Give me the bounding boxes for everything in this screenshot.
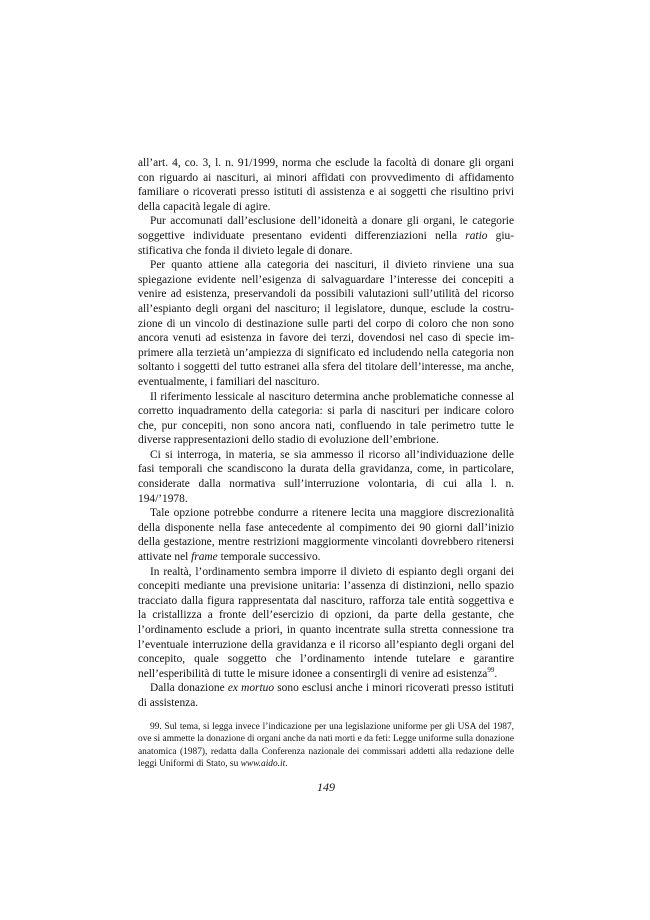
- page-number: 149: [317, 780, 335, 795]
- paragraph-3-text: Per quanto attiene alla categoria dei nascituri, il divieto rinviene una sua spiegazione evidente nell’esigenza di salvaguardare l’interesse dei concepiti a venire ad esistenza, preservandoli da possibili valutazioni sull’utilità del ricorso all’espianto degli organi del nascituro; il legislatore, dunque, esclude la costruzione di un vincolo di destinazione sulle parti del corpo di coloro che non sono ancora venuti ad esistenza in favore dei terzi, dovendosi nel caso di specie imprimere alla terzietà un’ampiezza di significato ed includendo nella categoria non soltanto i soggetti del tutto estranei alla sfera del titolare dell’interesse, ma anche, eventualmente, i familiari del nascituro.: [138, 259, 514, 388]
- footnote-99: [138, 721, 514, 771]
- footnote-tail: .: [285, 759, 288, 770]
- paragraph-7: [138, 565, 514, 682]
- page-content: [138, 156, 514, 795]
- paragraph-7-text-a: In realtà, l’ordinamento sembra imporre il divieto di espianto degli organi dei concepiti mediante una previsione unitaria: l’assenza di distinzioni, nello spazio tracciato dalla figura rappresentata dal nascituro, rafforza tale entità soggettiva e la cristallizza a fronte dell’esercizio di opzioni, da parte della gestante, che l’ordinamento esclude a priori, in quanto incentrate sulla stretta connessione tra l’eventuale interruzione della gravidanza e il ricorso all’espianto degli organi del concepito, quale soggetto che l’ordinamento intende tutelare e garantire nell’esperibilità di tutte le misure idonee a consentirgli di venire ad esistenza: [138, 565, 514, 680]
- paragraph-5-text: Ci si interroga, in materia, se sia ammesso il ricorso all’individuazione delle fasi temporali che scandiscono la durata della gravidanza, come, in particolare, considerate dalla normativa sull’interruzione volontaria, di cui alla l. n. 194/’1978.: [138, 448, 514, 505]
- footnote-link[interactable]: www.aido.it: [240, 759, 286, 770]
- paragraph-2-text-b: giustificativa che fonda il divieto legale di donare.: [138, 229, 514, 257]
- paragraph-6-text-a: Tale opzione potrebbe condurre a ritenere lecita una maggiore discrezionalità della disponente nella fase antecedente al compimento dei 90 giorni dall’inizio della gestazione, mentre restrizioni maggiormente vincolanti dovrebbero ritenersi attivate nel: [138, 507, 514, 564]
- paragraph-4: [138, 390, 514, 448]
- paragraph-2: [138, 214, 514, 258]
- paragraph-8-emphasis: ex mortuo: [227, 682, 275, 695]
- paragraph-6-emphasis: frame: [191, 551, 218, 564]
- paragraph-1-text: all’art. 4, co. 3, l. n. 91/1999, norma che esclude la facoltà di donare gli organi con riguardo ai nascituri, ai minori affidati con provvedimento di affidamento familiare o ricoverati presso istituti di assistenza e ai soggetti che risultino privi della capacità legale di agire.: [138, 157, 514, 213]
- paragraph-5: [138, 448, 514, 506]
- paragraph-3: [138, 258, 514, 389]
- footnote-text: 99. Sul tema, si legga invece l’indicazione per una legislazione uniforme per gli USA del 1987, ove si ammette la donazione di organi anche da nati morti e da feti: Legge uniforme sulla donazione anatomica (1987), redatta dalla Conferenza nazionale dei commissari addetti alla redazione delle leggi Uniformi di Stato, su: [138, 721, 514, 770]
- paragraph-8-text-a: Dalla donazione: [150, 682, 228, 695]
- paragraph-6-text-b: temporale successivo.: [217, 551, 321, 564]
- paragraph-1: [138, 156, 514, 214]
- paragraph-8-text-b: sono esclusi anche i minori ricoverati presso istituti di assistenza.: [138, 682, 515, 709]
- paragraph-2-text-a: Pur accomunati dall’esclusione dell’idoneità a donare gli organi, le categorie soggettive individuate presentano evidenti differenziazioni nella: [138, 215, 514, 242]
- paragraph-4-text: Il riferimento lessicale al nascituro determina anche problematiche connesse al corretto inquadramento della categoria: si parla di nascituri per indicare coloro che, pur concepiti, non sono ancora nati, confluendo in tale perimetro tutte le diverse rappresentazioni dello stadio di evoluzione dell’embrione.: [138, 390, 514, 447]
- paragraph-7-text-b: .: [494, 667, 498, 680]
- paragraph-2-emphasis: ratio: [465, 229, 488, 242]
- footnote-reference[interactable]: 99: [487, 665, 495, 674]
- paragraph-8: [138, 681, 514, 710]
- paragraph-6: [138, 506, 514, 564]
